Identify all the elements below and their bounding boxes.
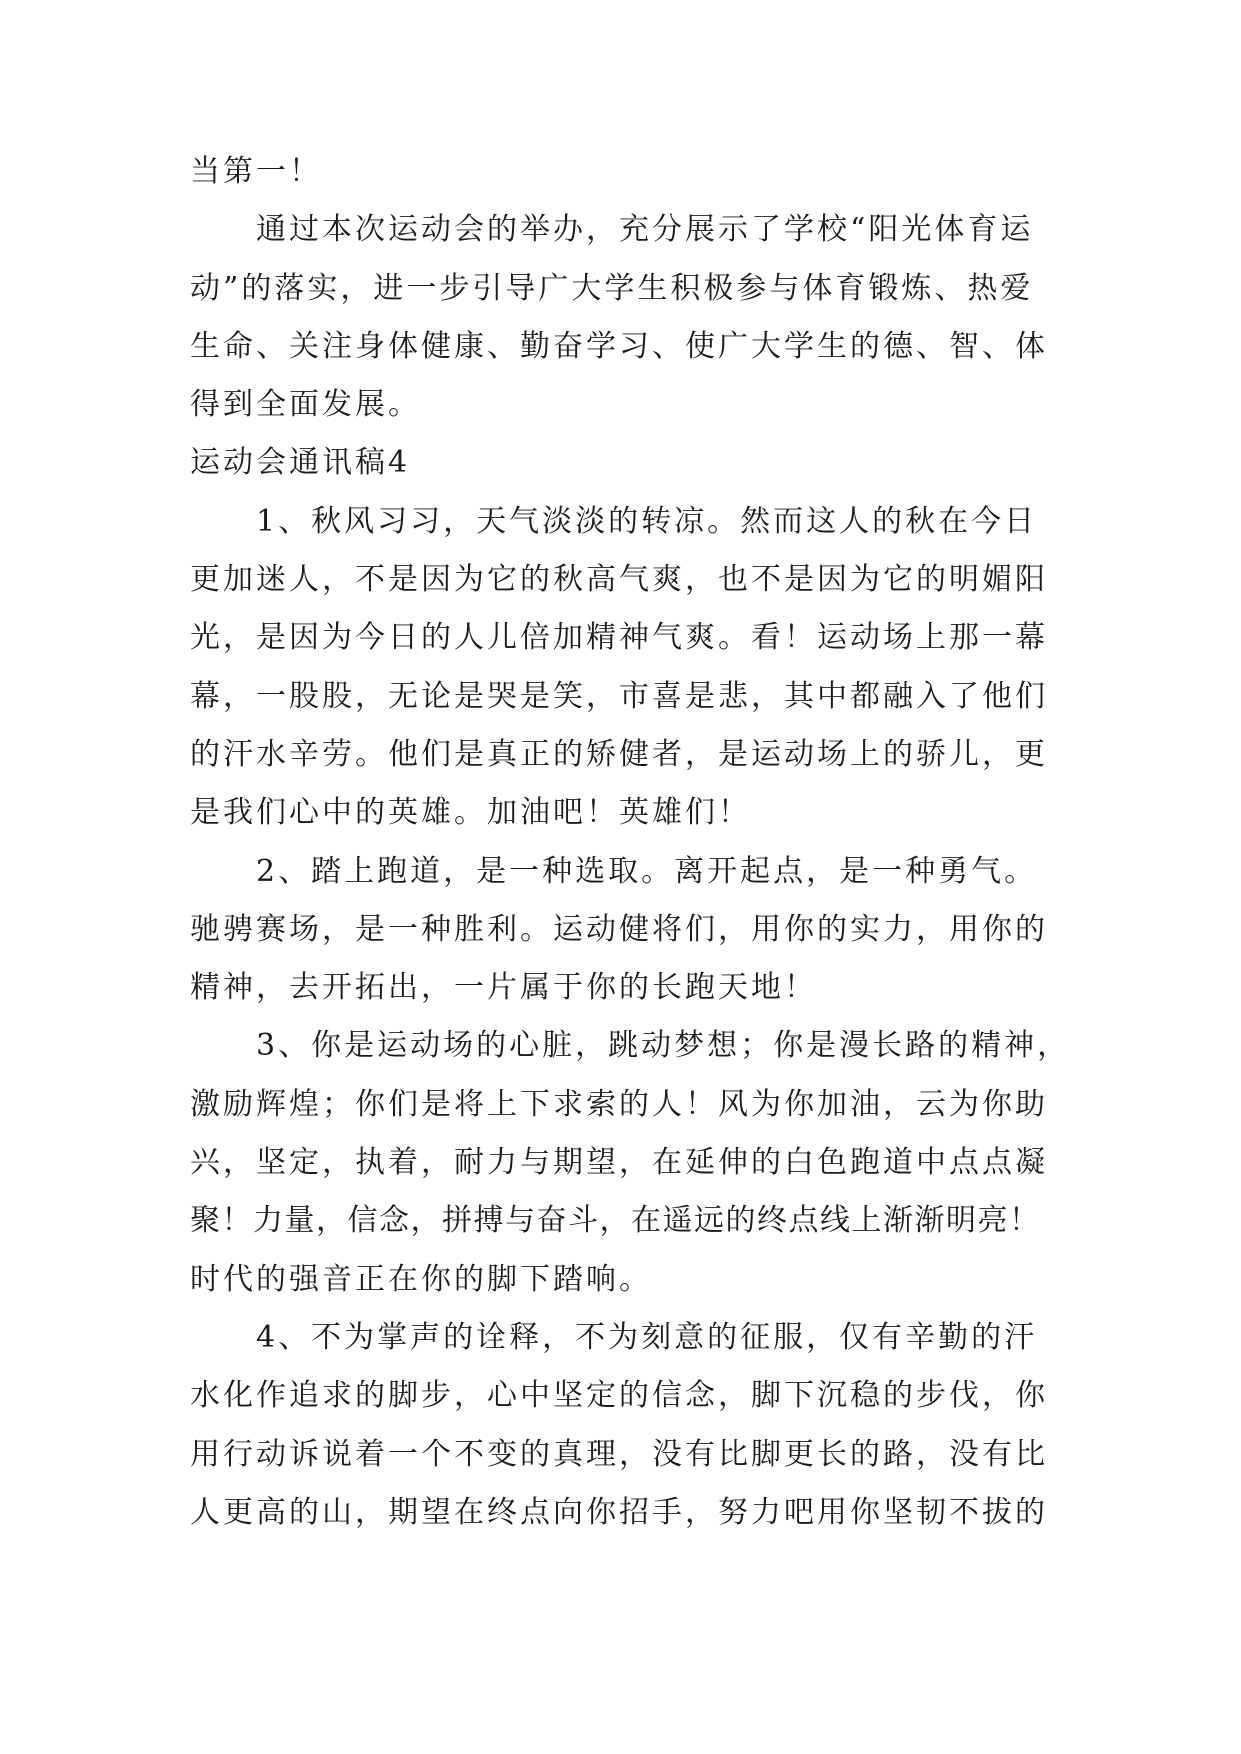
text-line: 驰骋赛场，是一种胜利。运动健将们，用你的实力，用你的 xyxy=(190,911,1048,947)
text-line: 兴，坚定，执着，耐力与期望，在延伸的白色跑道中点点凝 xyxy=(190,1145,1048,1181)
text-line: 幕，一股股，无论是哭是笑，市喜是悲，其中都融入了他们 xyxy=(190,678,1048,714)
text-line: 4、不为掌声的诠释，不为刻意的征服，仅有辛勤的汗 xyxy=(256,1319,1038,1355)
text-line: 光，是因为今日的人儿倍加精神气爽。看！运动场上那一幕 xyxy=(190,620,1048,656)
text-line: 是我们心中的英雄。加油吧！英雄们！ xyxy=(190,795,751,831)
text-line: 精神，去开拓出，一片属于你的长跑天地！ xyxy=(190,970,817,1006)
text-line: 的汗水辛劳。他们是真正的矫健者，是运动场上的骄儿，更 xyxy=(190,736,1048,772)
text-line: 3、你是运动场的心脏，跳动梦想；你是漫长路的精神， xyxy=(256,1028,1071,1064)
text-line: 动”的落实，进一步引导广大学生积极参与体育锻炼、热爱 xyxy=(190,270,1034,306)
text-line: 水化作追求的脚步，心中坚定的信念，脚下沉稳的步伐，你 xyxy=(190,1378,1048,1414)
text-line: 得到全面发展。 xyxy=(190,387,421,423)
summary-paragraph xyxy=(190,201,1190,434)
item-paragraph-3 xyxy=(190,1017,1190,1308)
text-line: 1、秋风习习，天气淡淡的转凉。然而这人的秋在今日 xyxy=(256,503,1038,539)
text-line: 2、踏上跑道，是一种选取。离开起点，是一种勇气。 xyxy=(256,853,1038,889)
text-line: 激励辉煌；你们是将上下求索的人！风为你加油，云为你助 xyxy=(190,1086,1048,1122)
previous-paragraph-end xyxy=(190,143,1190,201)
document-body xyxy=(190,143,1190,1542)
text-line: 用行动诉说着一个不变的真理，没有比脚更长的路，没有比 xyxy=(190,1436,1048,1472)
item-paragraph-2 xyxy=(190,843,1190,1018)
item-paragraph-4 xyxy=(190,1309,1190,1542)
text-line: 时代的强音正在你的脚下踏响。 xyxy=(190,1261,652,1297)
text-line: 通过本次运动会的举办，充分展示了学校“阳光体育运 xyxy=(256,212,1034,248)
text-line: 当第一！ xyxy=(190,154,322,189)
item-paragraph-1 xyxy=(190,493,1190,843)
text-line: 人更高的山，期望在终点向你招手，努力吧用你坚韧不拔的 xyxy=(190,1494,1048,1530)
text-line: 生命、关注身体健康、勤奋学习、使广大学生的德、智、体 xyxy=(190,328,1048,364)
text-line: 聚！力量，信念，拼搏与奋斗，在遥远的终点线上渐渐明亮！ xyxy=(190,1203,1041,1239)
section-title: 运动会通讯稿4 xyxy=(190,445,411,481)
text-line: 更加迷人，不是因为它的秋高气爽，也不是因为它的明媚阳 xyxy=(190,562,1048,598)
